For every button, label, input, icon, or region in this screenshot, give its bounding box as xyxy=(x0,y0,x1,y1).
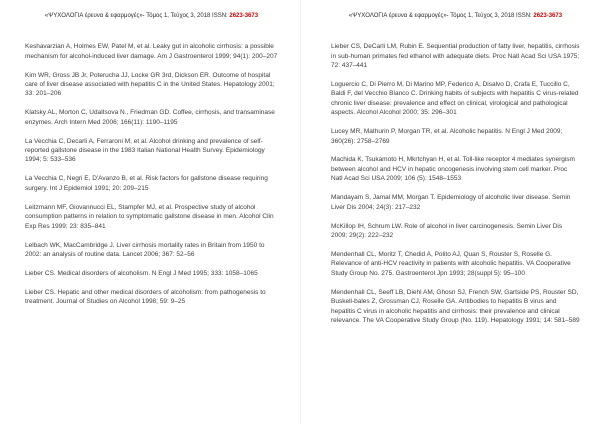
left-page-header xyxy=(25,13,278,20)
reference-item: McKillop IH, Schrum LW. Role of alcohol in liver carcinogenesis. Semin Liver Dis 2009; 29(2): 222–232 xyxy=(331,222,563,240)
reference-item: Lelbach WK, MacCambridge J. Liver cirrhosis mortality rates in Britain from 1950 to 2002: an analysis of routine data. Lancet 2006; 367: 52–56 xyxy=(25,241,265,258)
issn-number: 2623-3673 xyxy=(229,13,259,19)
journal-title-line: «ΨΥΧΟΛΟΓΙΑ έρευνα & εφαρμογές»- Τόμος 1, Τεύχος 3, 2018 ISSN: xyxy=(44,13,228,19)
reference-item: Lieber CS, DeCarli LM, Rubin E. Sequential production of fatty liver, hepatitis, cirrhosis in sub-human primates fed ethanol with adequate diets. Proc Natl Acad Sci USA 1975; 72: 437–441 xyxy=(331,43,580,70)
reference-item: Mendenhall CL, Seeff LB, Diehl AM, Ghosn SJ, French SW, Gartside PS, Rouster SD, Buskell-bales Z, Grossman CJ, Roselle GA. Antibodies to hepatitis B virus and hepatitis C virus in alcoholic hepatitis and cirrhosis: their prevalence and clinical relevance. The VA Cooperative Study Group (No. 119). Hepatology 1991; 14: 581–589 xyxy=(331,288,580,324)
reference-item: Leitzmann MF, Giovannucci EL, Stampfer MJ, et al. Prospective study of alcohol consumption patterns in relation to symptomatic gallstone disease in men. Alcohol Clin Exp Res 1999; 23: 835–841 xyxy=(25,203,274,230)
right-page-header xyxy=(331,13,580,20)
reference-item: Mandayam S, Jamal MM, Morgan T. Epidemiology of alcoholic liver disease. Semin Liver Dis 2004; 24(3): 217–232 xyxy=(331,194,571,211)
reference-item: Lieber CS. Medical disorders of alcoholism. N Engl J Med 1995; 333: 1058–1065 xyxy=(25,269,258,277)
reference-item: La Vecchia C, Decarli A, Ferraroni M, et al. Alcohol drinking and prevalence of self-reported gallstone disease in the 1983 Italian National Health Survey. Epidemiology 1994; 5: 533–536 xyxy=(25,137,265,164)
reference-item: Machida K, Tsukamoto H, Mkrtchyan H, et al. Toll-like receptor 4 mediates synergism between alcohol and HCV in hepatic oncogenesis involving stem cell marker. Proc Natl Acad Sci USA 2009; 106 (5): 1548–1553 xyxy=(331,156,575,183)
reference-item: Mendenhall CL, Moritz T, Chedid A, Polito AJ, Quan S, Rouster S, Roselle G. Relevance of anti-HCV reactivity in patients with alcoholic hepatitis. VA Cooperative Study Group No. 275. Gastroenterol Jpn 1993; 28(suppl 5): 95–100 xyxy=(331,250,571,277)
journal-title-line: «ΨΥΧΟΛΟΓΙΑ έρευνα & εφαρμογές»- Τόμος 1, Τεύχος 3, 2018 ISSN: xyxy=(348,13,532,19)
right-page xyxy=(300,0,600,424)
reference-item: Lieber CS. Hepatic and other medical disorders of alcoholism: from pathogenesis to treatment. Journal of Studies on Alcohol 1998; 59: 9–25 xyxy=(25,288,266,306)
issn-number: 2623-3673 xyxy=(533,13,563,19)
reference-item: Loguercio C, Di Pierro M, Di Marino MP, Federico A, Disalvo D, Crafa E, Tuccillo C, Baldi F, del Vecchio Blanco C. Drinking habits of subjects with hepatitis C virus-related chronic liver disease: prevalence and effect on clinical, virological and pathological aspects. Alcohol Alcohol 2000; 35: 296–301 xyxy=(331,80,579,117)
reference-item: Lucey MR, Mathurin P, Morgan TR, et al. Alcoholic hepatitis. N Engl J Med 2009; 360(26): 2758–2769 xyxy=(331,128,563,145)
reference-item: Kim WR, Gross JB Jr, Poterucha JJ, Locke GR 3rd, Dickson ER. Outcome of hospital care of liver disease associated with hepatitis C in the United States. Hepatology 2001; 33: 201–206 xyxy=(25,71,275,98)
reference-item: La Vecchia C, Negri E, D'Avanzo B, et al. Risk factors for gallstone disease requiring surgery. Int J Epidemiol 1991; 20: 209–215 xyxy=(25,175,268,192)
reference-item: Klatsky AL, Morton C, Udaltsova N., Friedman GD. Coffee, cirrhosis, and transaminase enzymes. Arch Intern Med 2006; 166(11): 1190–1195 xyxy=(25,109,275,126)
reference-item: Keshavarzian A, Holmes EW, Patel M, et al. Leaky gut in alcoholic cirrhosis: a possible mechanism for alcohol-induced liver damage. Am J Gastroenterol 1999; 94(1): 200–207 xyxy=(25,43,278,60)
